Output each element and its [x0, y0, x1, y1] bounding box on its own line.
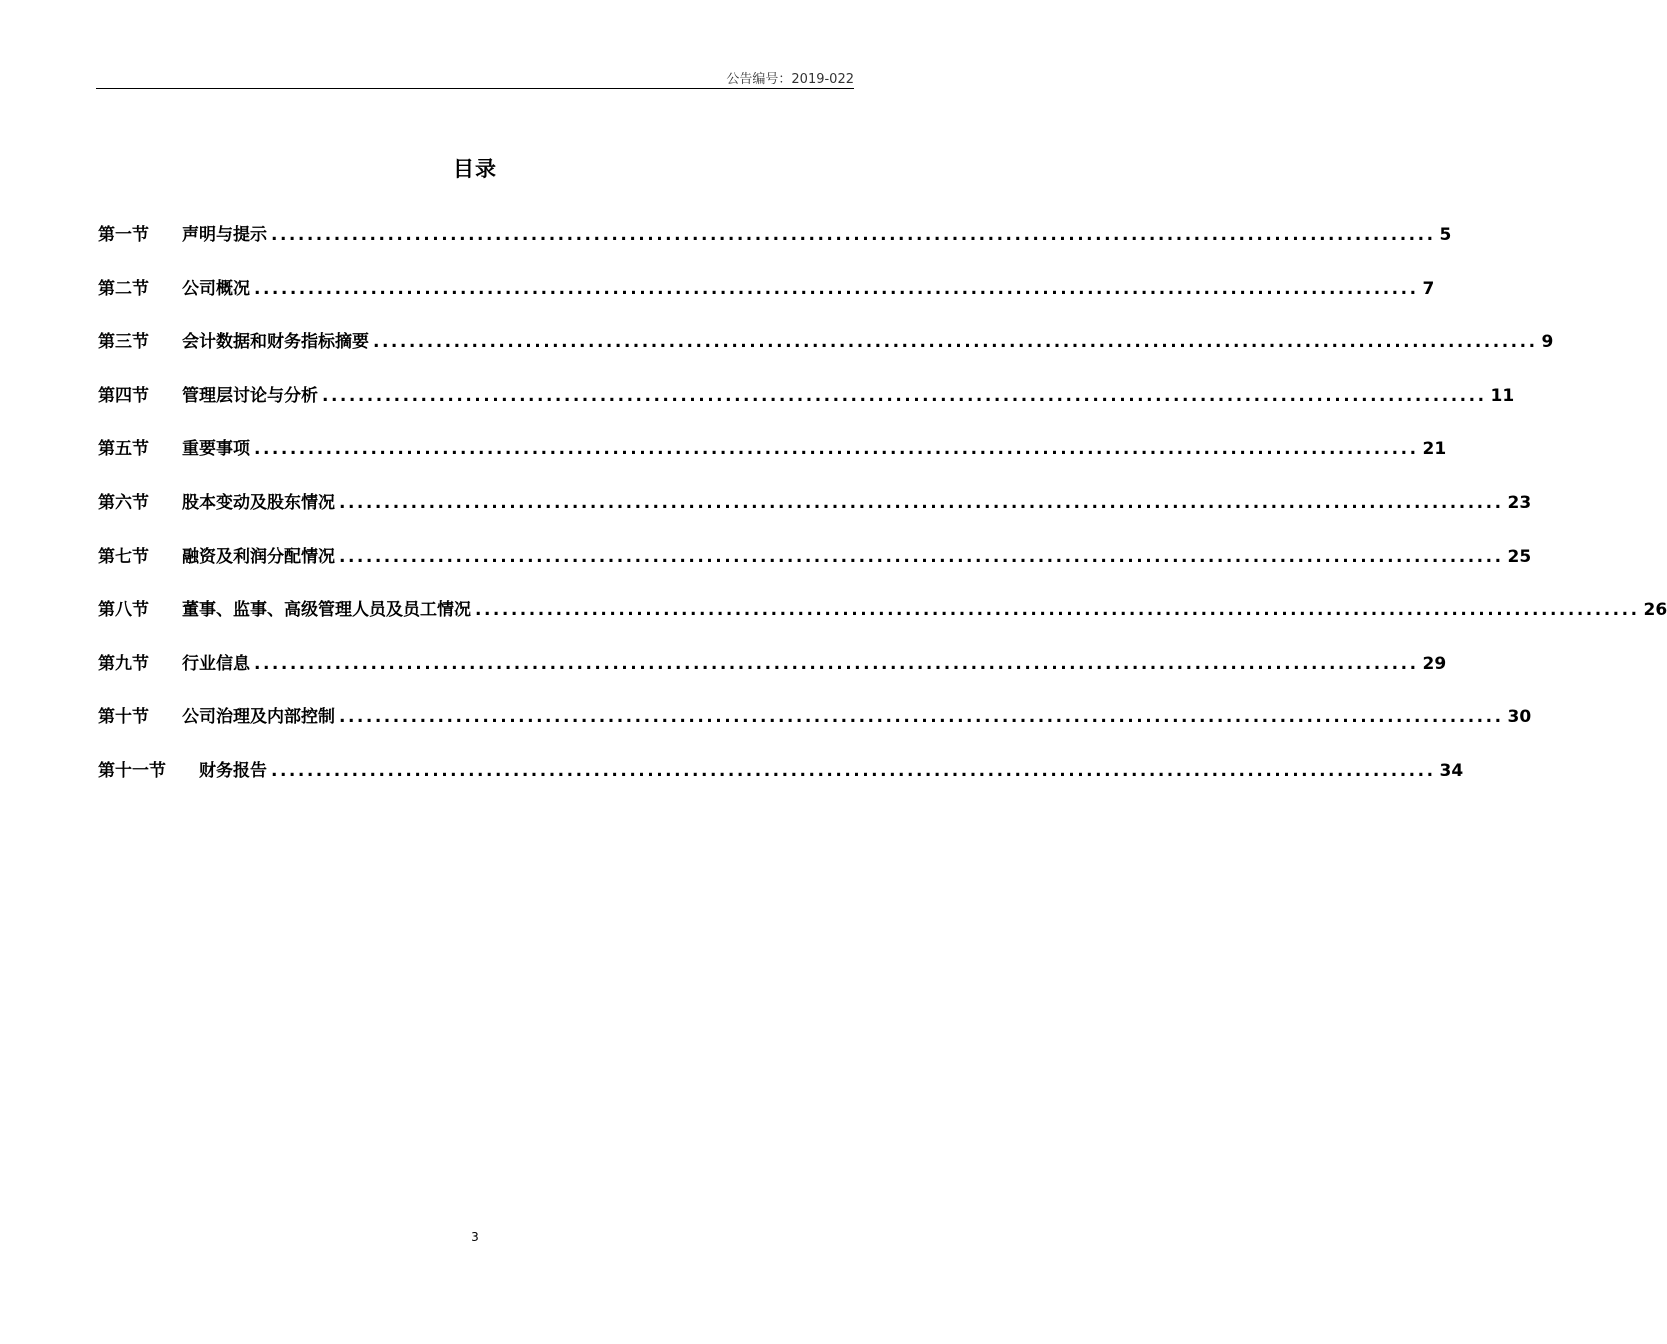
toc-title: 公司概况 — [182, 278, 250, 299]
toc-title: 管理层讨论与分析 — [182, 385, 318, 406]
toc-section: 第十一节 — [98, 760, 166, 781]
toc-page: 7 — [1422, 278, 1435, 299]
toc-section: 第四节 — [98, 385, 149, 406]
toc-title: 股本变动及股东情况 — [182, 492, 335, 513]
toc-title: 董事、监事、高级管理人员及员工情况 — [182, 600, 471, 621]
toc-page: 23 — [1507, 492, 1532, 513]
toc-leader: .................................................................................................................................. — [339, 707, 1504, 728]
toc-title: 融资及利润分配情况 — [182, 546, 335, 567]
notice-number: 公告编号：2019-022 — [726, 72, 854, 87]
toc-title: 声明与提示 — [182, 225, 267, 245]
toc-section: 第一节 — [98, 225, 149, 245]
toc-entry[interactable] — [98, 595, 1667, 649]
toc-leader: .................................................................................................................................. — [271, 760, 1436, 781]
page-header — [96, 66, 854, 89]
toc-entry[interactable] — [98, 542, 1532, 596]
toc-section: 第二节 — [98, 278, 149, 299]
toc-page: 30 — [1507, 707, 1532, 728]
toc-entry[interactable] — [98, 434, 1447, 488]
toc-entry[interactable] — [98, 649, 1447, 703]
toc-section: 第七节 — [98, 546, 149, 567]
toc-page: 21 — [1422, 439, 1447, 460]
toc-page: 11 — [1490, 385, 1515, 406]
toc-section: 第五节 — [98, 439, 149, 460]
toc-title: 财务报告 — [199, 760, 267, 781]
page-number: 3 — [471, 1230, 479, 1244]
toc-leader: .................................................................................................................................. — [254, 653, 1419, 674]
toc-section: 第十节 — [98, 707, 149, 728]
toc-entry[interactable] — [98, 220, 1452, 274]
page-title: 目录 — [453, 157, 497, 181]
toc-section: 第三节 — [98, 332, 149, 353]
toc-page: 29 — [1422, 653, 1447, 674]
toc-title: 行业信息 — [182, 653, 250, 674]
toc-entry[interactable] — [98, 488, 1532, 542]
toc-page: 5 — [1439, 225, 1452, 245]
toc-page: 26 — [1643, 600, 1667, 621]
toc-entry[interactable] — [98, 381, 1515, 435]
toc-leader: .................................................................................................................................. — [322, 385, 1487, 406]
toc-leader: .................................................................................................................................. — [475, 600, 1640, 621]
toc-page: 25 — [1507, 546, 1532, 567]
toc-leader: .................................................................................................................................. — [254, 278, 1419, 299]
toc-entry[interactable] — [98, 274, 1435, 328]
toc-title: 公司治理及内部控制 — [182, 707, 335, 728]
toc-entry[interactable] — [98, 756, 1464, 810]
toc-section: 第八节 — [98, 600, 149, 621]
toc-entry[interactable] — [98, 702, 1532, 756]
toc-page: 9 — [1541, 332, 1554, 353]
toc-leader: .................................................................................................................................. — [339, 546, 1504, 567]
toc-leader: .................................................................................................................................. — [271, 225, 1436, 245]
toc-page: 34 — [1439, 760, 1464, 781]
toc-title: 会计数据和财务指标摘要 — [182, 332, 369, 353]
toc-entry[interactable] — [98, 327, 1554, 381]
toc-leader: .................................................................................................................................. — [339, 492, 1504, 513]
toc-section: 第六节 — [98, 492, 149, 513]
toc-title: 重要事项 — [182, 439, 250, 460]
table-of-contents — [98, 220, 1667, 810]
toc-leader: .................................................................................................................................. — [254, 439, 1419, 460]
toc-section: 第九节 — [98, 653, 149, 674]
toc-leader: .................................................................................................................................. — [373, 332, 1538, 353]
